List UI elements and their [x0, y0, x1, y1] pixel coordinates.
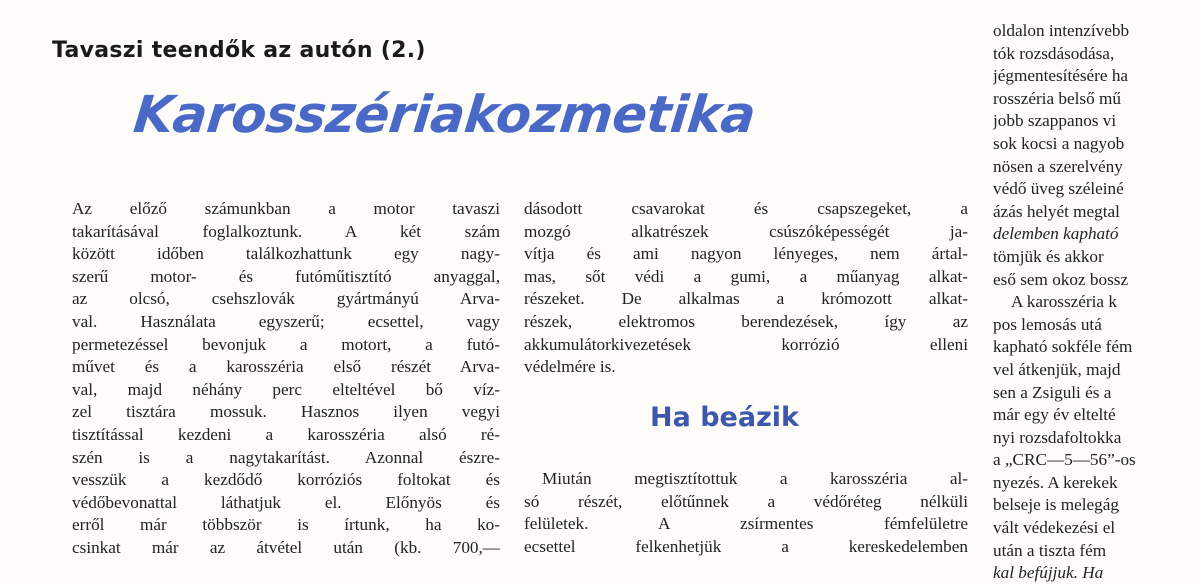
text-line: akkumulátorkivezetések korrózió elleni: [524, 334, 968, 354]
text-line: tók rozsdásodása,: [993, 43, 1115, 63]
text-line: tömjük és akkor: [993, 246, 1104, 266]
article-kicker: Tavaszi teendők az autón (2.): [52, 38, 426, 63]
text-line: zel tisztára mossuk. Hasznos ilyen vegyi: [72, 402, 500, 422]
text-line: szerű motor- és futóműtisztító anyaggal,: [72, 266, 500, 286]
text-line: a „CRC—5—56”-os: [993, 450, 1136, 470]
text-line: eső sem okoz bossz: [993, 269, 1129, 289]
text-line: delemben kapható: [993, 224, 1119, 244]
text-line: művet és a karosszéria első részét Arva-: [72, 357, 500, 377]
text-line: kal befújjuk. Ha: [993, 563, 1104, 583]
text-line: Miután megtisztítottuk a karosszéria al-: [542, 469, 968, 488]
text-line: erről már többször is írtunk, ha ko-: [72, 515, 500, 535]
text-line: nyi rozsdafoltokka: [993, 427, 1122, 447]
text-line: takarításával foglalkoztunk. A két szám: [72, 221, 500, 241]
text-line: jobb szappanos vi: [993, 111, 1117, 131]
article-headline: Karosszériakozmetika: [130, 86, 759, 145]
text-line: részek, elektromos berendezések, így az: [524, 311, 968, 331]
text-line: védőbevonattal láthatjuk el. Előnyös és: [72, 492, 500, 512]
text-line: csinkat már az átvétel után (kb. 700,—: [72, 537, 500, 557]
text-line: dásodott csavarokat és csapszegeket, a: [524, 199, 968, 218]
text-line: felületek. A zsírmentes fémfelületre: [524, 514, 968, 534]
text-line: részeket. De alkalmas a krómozott alkat-: [524, 289, 968, 309]
text-line: só részét, előtűnnek a védőréteg nélküli: [524, 491, 968, 511]
text-line: val. Használata egyszerű; ecsettel, vagy: [72, 311, 500, 331]
text-line: val, majd néhány perc elteltével bő víz-: [72, 379, 500, 399]
text-line: oldalon intenzívebb: [993, 21, 1130, 40]
text-line: már egy év eltelté: [993, 405, 1116, 425]
text-line: vel átkenjük, majd: [993, 359, 1121, 379]
text-line: sok kocsi a nagyob: [993, 133, 1125, 153]
text-line: az olcsó, csehszlovák gyártmányú Arva-: [72, 289, 500, 309]
article-column-1: [72, 198, 500, 560]
article-column-2-bottom: [524, 468, 968, 558]
text-line: A karosszéria k: [1011, 292, 1117, 312]
text-line: Az előző számunkban a motor tavaszi: [72, 199, 500, 218]
text-line: jégmentesítésére ha: [993, 66, 1129, 86]
text-line: után a tiszta fém: [993, 540, 1107, 560]
text-line: belseje is melegág: [993, 495, 1119, 515]
text-line: mas, sőt védi a gumi, a műanyag alkat-: [524, 266, 968, 286]
text-line: vítja és ami nagyon lényeges, nem ártal-: [524, 244, 968, 264]
text-line: mozgó alkatrészek csúszóképességét ja-: [524, 221, 968, 241]
text-line: permetezéssel bevonjuk a motort, a futó-: [72, 334, 500, 354]
article-column-2-top: [524, 198, 968, 379]
text-line: ecsettel felkenhetjük a kereskedelemben: [524, 536, 968, 556]
text-line: ázás helyét megtal: [993, 201, 1120, 221]
text-line: rosszéria belső mű: [993, 88, 1121, 108]
text-line: kapható sokféle fém: [993, 337, 1133, 357]
text-line: védelmére is.: [524, 357, 616, 377]
text-line: szén is a nagytakarítást. Azonnal észre-: [72, 447, 500, 467]
text-line: pos lemosás utá: [993, 314, 1102, 334]
text-line: védő üveg széleiné: [993, 179, 1124, 199]
text-line: vált védekezési el: [993, 518, 1116, 538]
text-line: sen a Zsiguli és a: [993, 382, 1112, 402]
text-line: nösen a szerelvény: [993, 156, 1123, 176]
text-line: vesszük a kezdődő korróziós foltokat és: [72, 470, 500, 490]
article-column-3: [993, 20, 1200, 585]
text-line: tisztítással kezdeni a karosszéria alsó ré-: [72, 424, 500, 444]
text-line: nyezés. A kerekek: [993, 472, 1118, 492]
text-line: között időben találkozhattunk egy nagy-: [72, 244, 500, 264]
section-subheading: Ha beázik: [650, 402, 800, 433]
